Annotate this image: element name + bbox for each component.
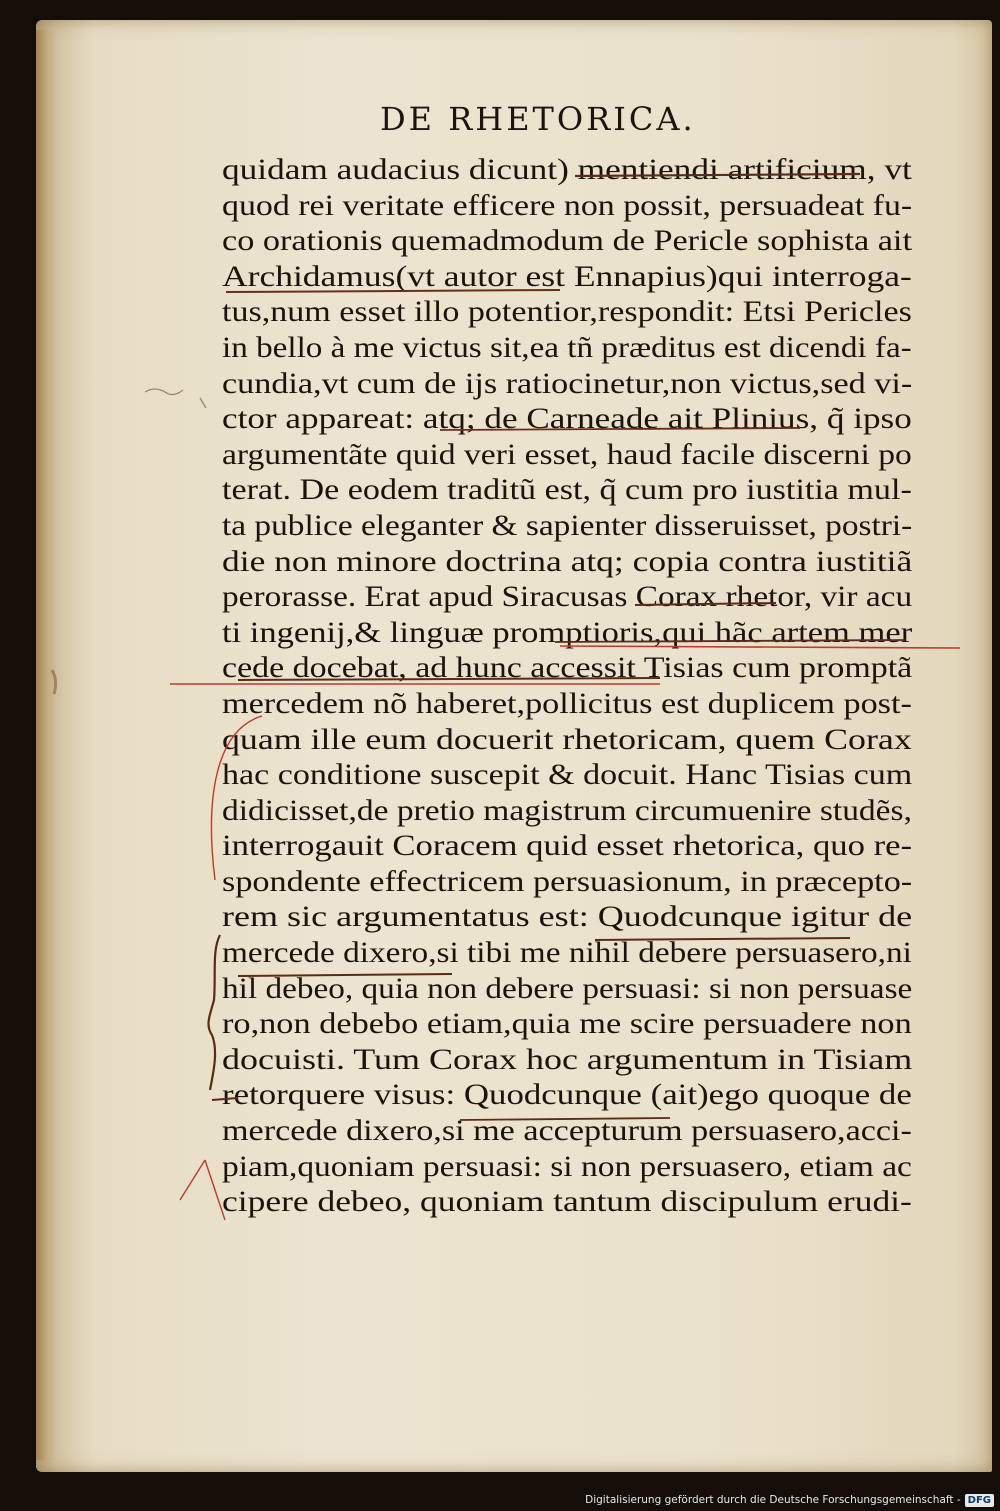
running-head: DE RHETORICA. (380, 100, 696, 138)
text-line: ctor appareat: atq; de Carneade ait Plinius, q̃ ipso (222, 403, 912, 436)
text-line: Archidamus(vt autor est Ennapius)qui interroga- (222, 260, 912, 293)
text-line: perorasse. Erat apud Siracusas Corax rhetor, vir acu (222, 581, 913, 614)
text-line: quam ille eum docuerit rhetoricam, quem Corax (222, 723, 912, 756)
text-line: tus,num esset illo potentior,respondit: Etsi Pericles (222, 296, 912, 329)
dfg-logo: DFG (965, 1494, 994, 1507)
text-line: spondente effectricem persuasionum, in præcepto- (222, 865, 913, 898)
text-line: rem sic argumentatus est: Quodcunque igitur de (222, 901, 913, 934)
text-line: retorquere visus: Quodcunque (ait)ego quoque de (222, 1079, 912, 1112)
text-line: hac conditione suscepit & docuit. Hanc Tisias cum (222, 759, 913, 792)
text-line: cede docebat, ad hunc accessit Tisias cum promptã (222, 652, 913, 685)
text-line: cipere debeo, quoniam tantum discipulum erudi- (222, 1186, 912, 1219)
text-line: cundia,vt cum de ijs ratiocinetur,non victus,sed vi- (222, 367, 913, 400)
text-line: die non minore doctrina atq; copia contra iustitiã (222, 545, 913, 578)
text-line: mercedem nõ haberet,pollicitus est duplicem post- (222, 687, 912, 720)
text-line: ta publice eleganter & sapienter disseruisset, postri- (222, 509, 913, 542)
text-line: ro,non debebo etiam,quia me scire persuadere non (222, 1008, 912, 1041)
text-line: terat. De eodem traditũ est, q̃ cum pro iustitia mul- (222, 474, 912, 507)
text-line: piam,quoniam persuasi: si non persuasero, etiam ac (222, 1150, 912, 1183)
text-line: ti ingenij,& linguæ promptioris,qui hãc artem mer (222, 616, 913, 649)
text-line: argumentãte quid veri esset, haud facile discerni po (222, 438, 912, 471)
digitization-footer (585, 1492, 994, 1508)
text-line: didicisset,de pretio magistrum circumuenire studẽs, (222, 794, 912, 827)
text-line: in bello à me victus sit,ea tñ præditus est dicendi fa- (222, 331, 912, 364)
text-line: quod rei veritate efficere non possit, persuadeat fu- (222, 189, 913, 222)
text-line: interrogauit Coracem quid esset rhetorica, quo re- (222, 830, 913, 863)
text-line: mercede dixero,si tibi me nihil debere persuasero,ni (222, 937, 912, 970)
text-line: hil debeo, quia non debere persuasi: si non persuase (222, 972, 913, 1005)
text-line: quidam audacius dicunt) mentiendi artificium, vt (222, 154, 912, 186)
body-text (222, 153, 922, 1221)
text-line: docuisti. Tum Corax hoc argumentum in Tisiam (222, 1043, 913, 1076)
text-line: mercede dixero,si me accepturum persuasero,acci- (222, 1115, 912, 1148)
page-gutter-shadow (36, 30, 56, 1460)
footer-credit: Digitalisierung gefördert durch die Deutsche Forschungsgemeinschaft - (585, 1494, 961, 1506)
text-line: co orationis quemadmodum de Pericle sophista ait (222, 225, 912, 258)
